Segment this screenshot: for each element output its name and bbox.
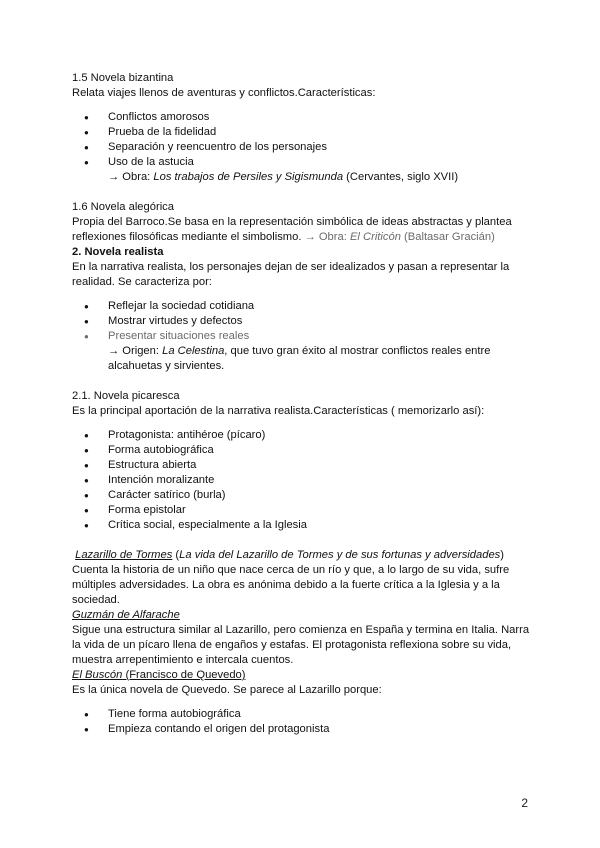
list-item: ● Mostrar virtudes y defectos bbox=[72, 314, 532, 329]
list-item: ● Carácter satírico (burla) bbox=[72, 488, 532, 503]
list-item: ● Protagonista: antihéroe (pícaro) bbox=[72, 428, 532, 443]
section-2-1-title: 2.1. Novela picaresca bbox=[72, 390, 180, 402]
list-item: ● Estructura abierta bbox=[72, 458, 532, 473]
list-item: ● Reflejar la sociedad cotidiana bbox=[72, 299, 532, 314]
section-1-6-title: 1.6 Novela alegórica bbox=[72, 201, 174, 213]
document-page bbox=[72, 71, 532, 737]
list-item: ● Prueba de la fidelidad bbox=[72, 125, 532, 140]
section-2-intro: En la narrativa realista, los personajes dejan de ser idealizados y pasan a representar la realidad. Se caracteriza por: bbox=[72, 261, 510, 288]
section-1-6-text: Propia del Barroco.Se basa en la representación simbólica de ideas abstractas y plantea reflexiones filosóficas mediante el simbolismo. → Obra: El Criticón (Baltasar Gracián) bbox=[72, 216, 512, 243]
section-1-5-obra: → Obra: Los trabajos de Persiles y Sigismunda (Cervantes, siglo XVII) bbox=[108, 171, 459, 183]
list-item: ● Crítica social, especialmente a la Iglesia bbox=[72, 518, 532, 533]
lazarillo-heading: Lazarillo de Tormes (La vida del Lazarillo de Tormes y de sus fortunas y adversidades) bbox=[75, 549, 504, 561]
section-2-title: 2. Novela realista bbox=[72, 246, 164, 258]
page-number: 2 bbox=[521, 796, 528, 810]
section-1-5-title: 1.5 Novela bizantina bbox=[72, 72, 174, 84]
list-item: ● Intención moralizante bbox=[72, 473, 532, 488]
list-item: ● Uso de la astucia bbox=[72, 155, 532, 170]
section-2-1-list bbox=[72, 428, 532, 533]
list-item: ● Presentar situaciones reales bbox=[72, 329, 532, 344]
list-item: ● Conflictos amorosos bbox=[72, 110, 532, 125]
lazarillo-text: Cuenta la historia de un niño que nace cerca de un río y que, a lo largo de su vida, sufre múltiples adversidades. La obra es anónima debido a la fuerte crítica a la Iglesia y a la sociedad. bbox=[72, 564, 510, 606]
buscon-intro: Es la única novela de Quevedo. Se parece al Lazarillo porque: bbox=[72, 684, 382, 696]
section-1-5-intro: Relata viajes llenos de aventuras y conflictos.Características: bbox=[72, 87, 376, 99]
list-item: ● Tiene forma autobiográfica bbox=[72, 707, 532, 722]
origen-title: La Celestina bbox=[162, 345, 225, 357]
buscon-heading: El Buscón (Francisco de Quevedo) bbox=[72, 669, 246, 681]
obra-title: El Criticón bbox=[349, 231, 401, 243]
obra-title: Los trabajos de Persiles y Sigismunda bbox=[153, 171, 344, 183]
list-item: ● Forma epistolar bbox=[72, 503, 532, 518]
list-item: ● Separación y reencuentro de los personajes bbox=[72, 140, 532, 155]
section-1-5-list bbox=[72, 110, 532, 170]
list-item: ● Empieza contando el origen del protagonista bbox=[72, 722, 532, 737]
list-item: ● Forma autobiográfica bbox=[72, 443, 532, 458]
buscon-list bbox=[72, 707, 532, 737]
section-2-1-intro: Es la principal aportación de la narrativa realista.Características ( memorizarlo así): bbox=[72, 405, 485, 417]
guzman-text: Sigue una estructura similar al Lazarillo, pero comienza en España y termina en Italia. Narra la vida de un pícaro llena de engaños y estafas. El protagonista reflexiona sobre su vida, muestra arrepentimiento e intercala cuentos. bbox=[72, 624, 530, 666]
section-2-origen: → Origen: La Celestina, que tuvo gran éxito al mostrar conflictos reales entre alcahuetas y sirvientes. bbox=[108, 345, 491, 372]
section-2-list bbox=[72, 299, 532, 344]
guzman-heading: Guzmán de Alfarache bbox=[72, 609, 180, 621]
lazarillo-subtitle: La vida del Lazarillo de Tormes y de sus fortunas y adversidades bbox=[179, 549, 501, 561]
